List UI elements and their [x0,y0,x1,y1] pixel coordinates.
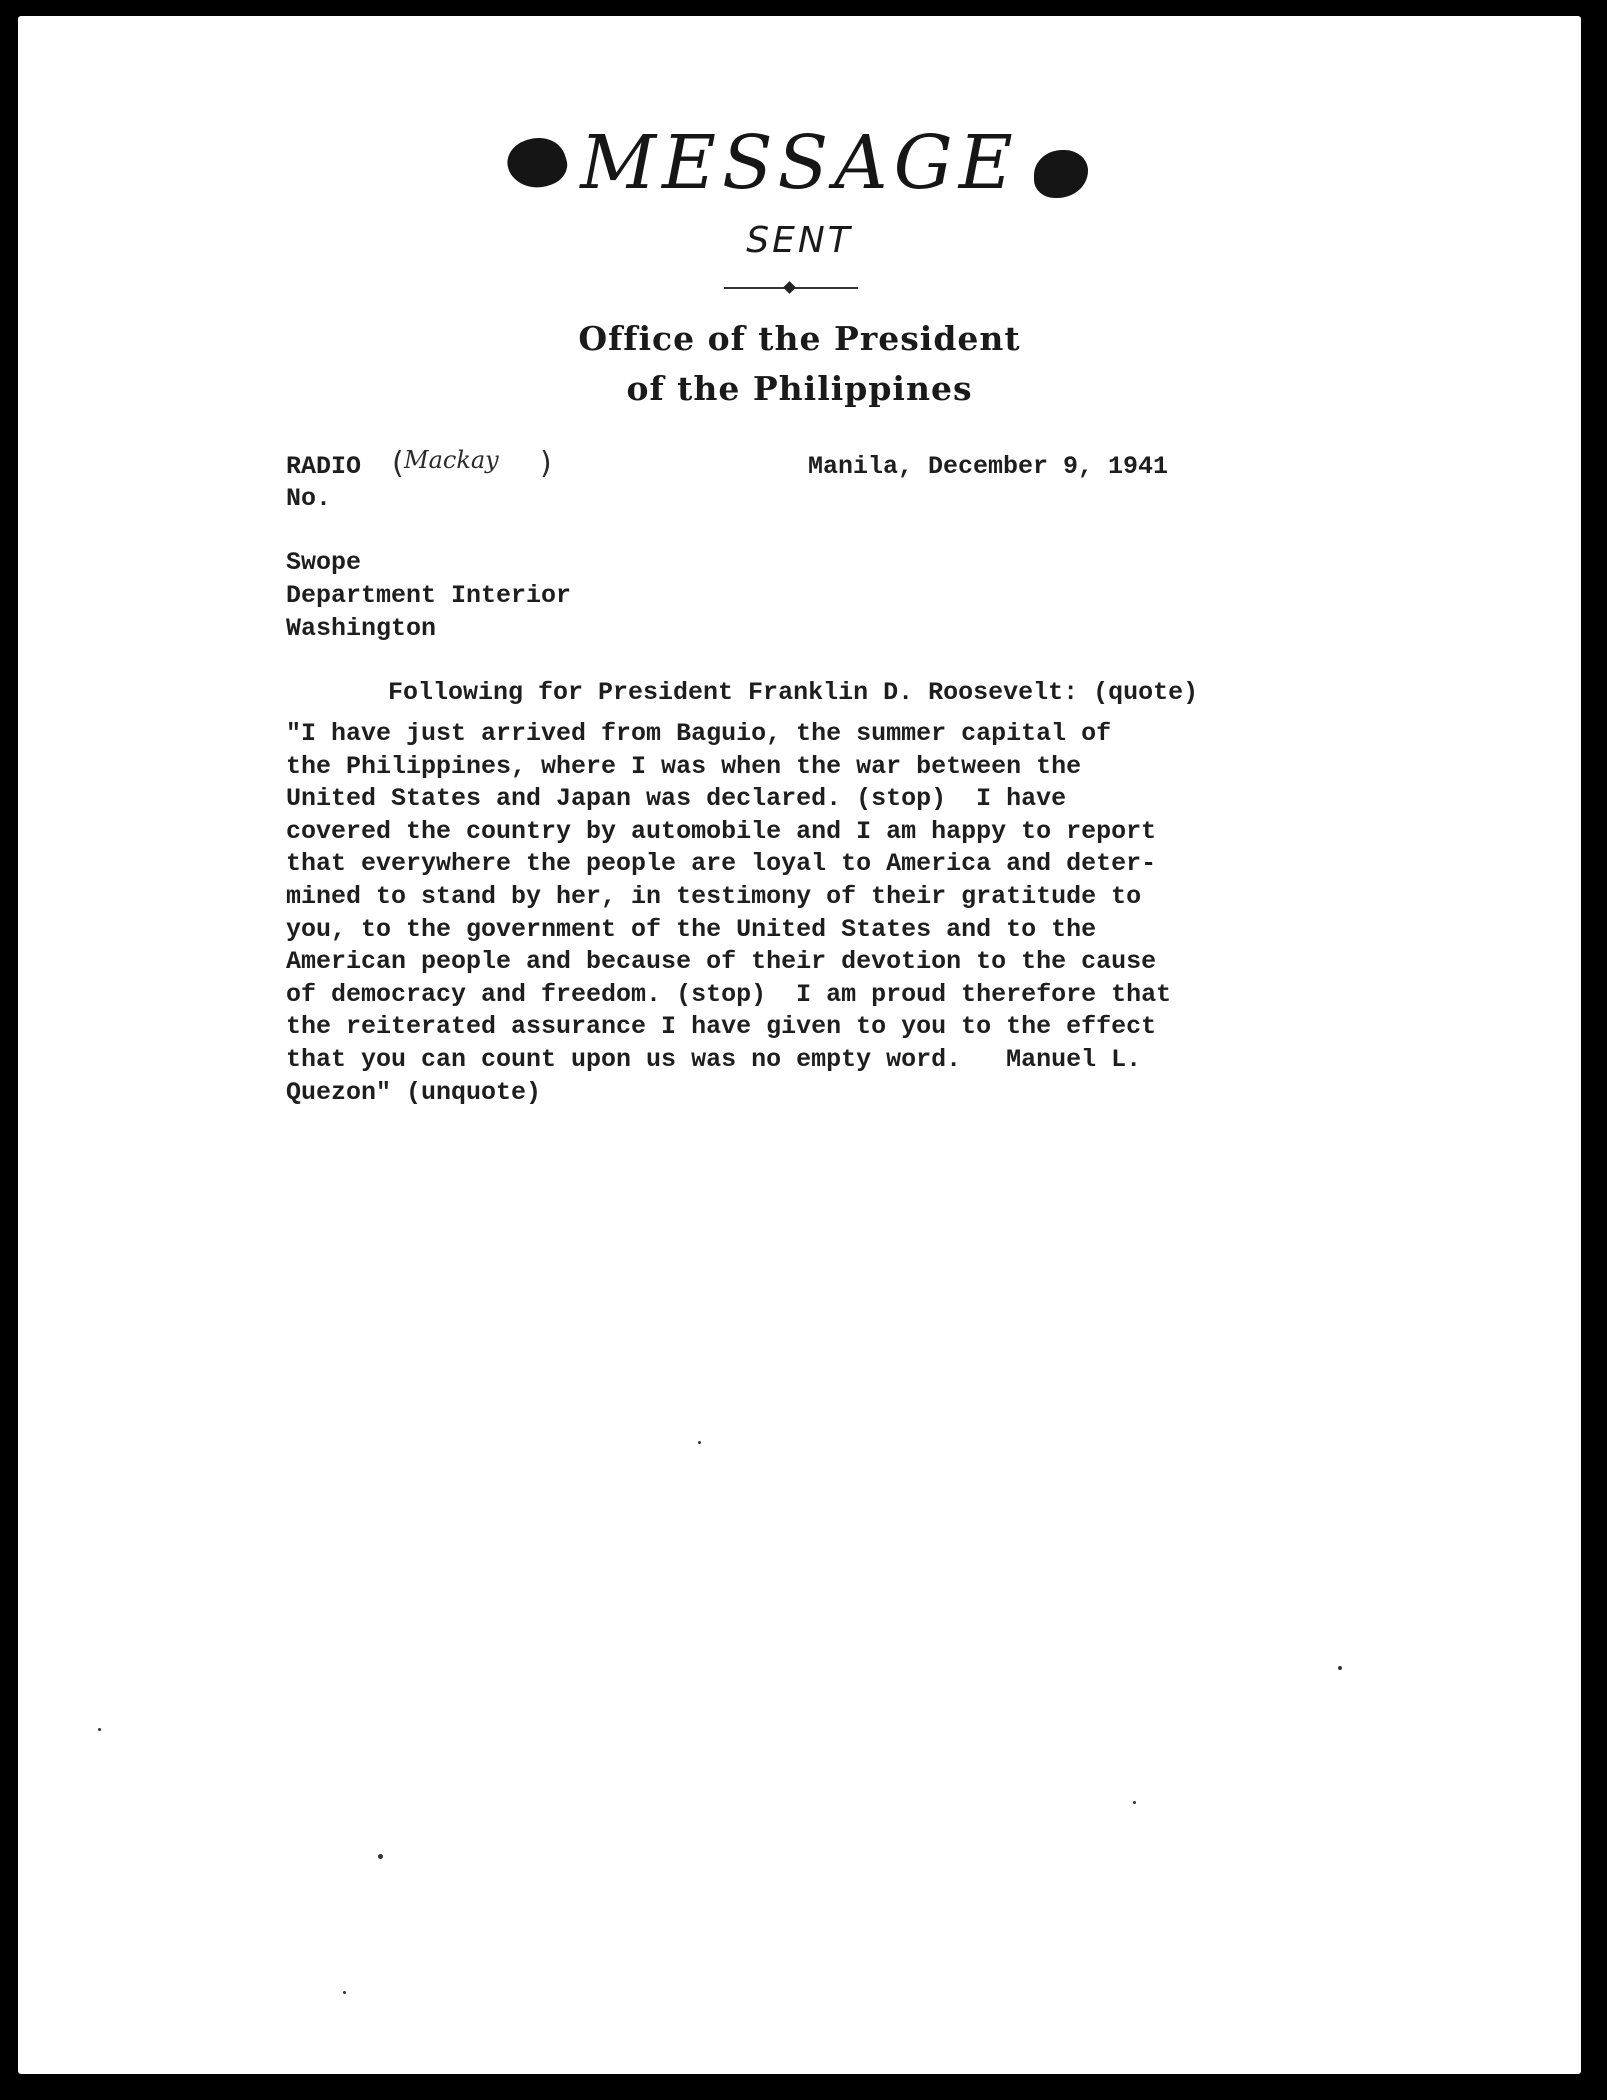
message-line: covered the country by automobile and I am happy to report [286,816,1157,846]
paper-speck [98,1728,101,1731]
message-line: mined to stand by her, in testimony of their gratitude to [286,881,1142,911]
office-line-2: of the Philippines [626,369,973,408]
message-line: American people and because of their devotion to the cause [286,947,1157,977]
message-line: that you can count upon us was no empty word. Manuel L. [286,1044,1142,1074]
message-line: Quezon" (unquote) [286,1077,542,1107]
message-line: you, to the government of the United States and to the [286,914,1097,944]
message-line: the Philippines, where I was when the war between the [286,751,1082,781]
message-line: "I have just arrived from Baguio, the summer capital of [286,719,1112,748]
message-body [286,718,1171,1109]
paper-speck [698,1441,701,1444]
handwritten-paren-open: ( [392,446,404,481]
handwritten-annotation: Mackay [404,446,499,474]
document-page [18,16,1581,2074]
letterhead-subtitle: SENT [746,220,853,261]
paper-speck [1133,1801,1136,1804]
message-line: of democracy and freedom. (stop) I am proud therefore that [286,979,1172,1009]
letterhead-title: MESSAGE [580,120,1019,206]
message-line: the reiterated assurance I have given to you to the effect [286,1012,1157,1042]
paper-speck [343,1991,346,1994]
addressee-city: Washington [286,614,437,643]
addressee-name: Swope [286,548,362,577]
paper-speck [1338,1666,1342,1670]
letterhead [18,16,1581,416]
office-name [18,314,1581,414]
addressee-department: Department Interior [286,581,572,610]
message-line: United States and Japan was declared. (stop) I have [286,784,1067,814]
divider-ornament [783,281,796,294]
radio-label: RADIO [286,452,362,481]
office-line-1: Office of the President [578,319,1021,358]
message-intro: Following for President Franklin D. Roosevelt: (quote) [388,678,1199,707]
message-line: that everywhere the people are loyal to America and deter- [286,849,1157,879]
handwritten-paren-close: ) [540,446,552,481]
dateline: Manila, December 9, 1941 [808,452,1169,481]
number-label: No. [286,484,332,513]
paper-speck [378,1854,383,1859]
